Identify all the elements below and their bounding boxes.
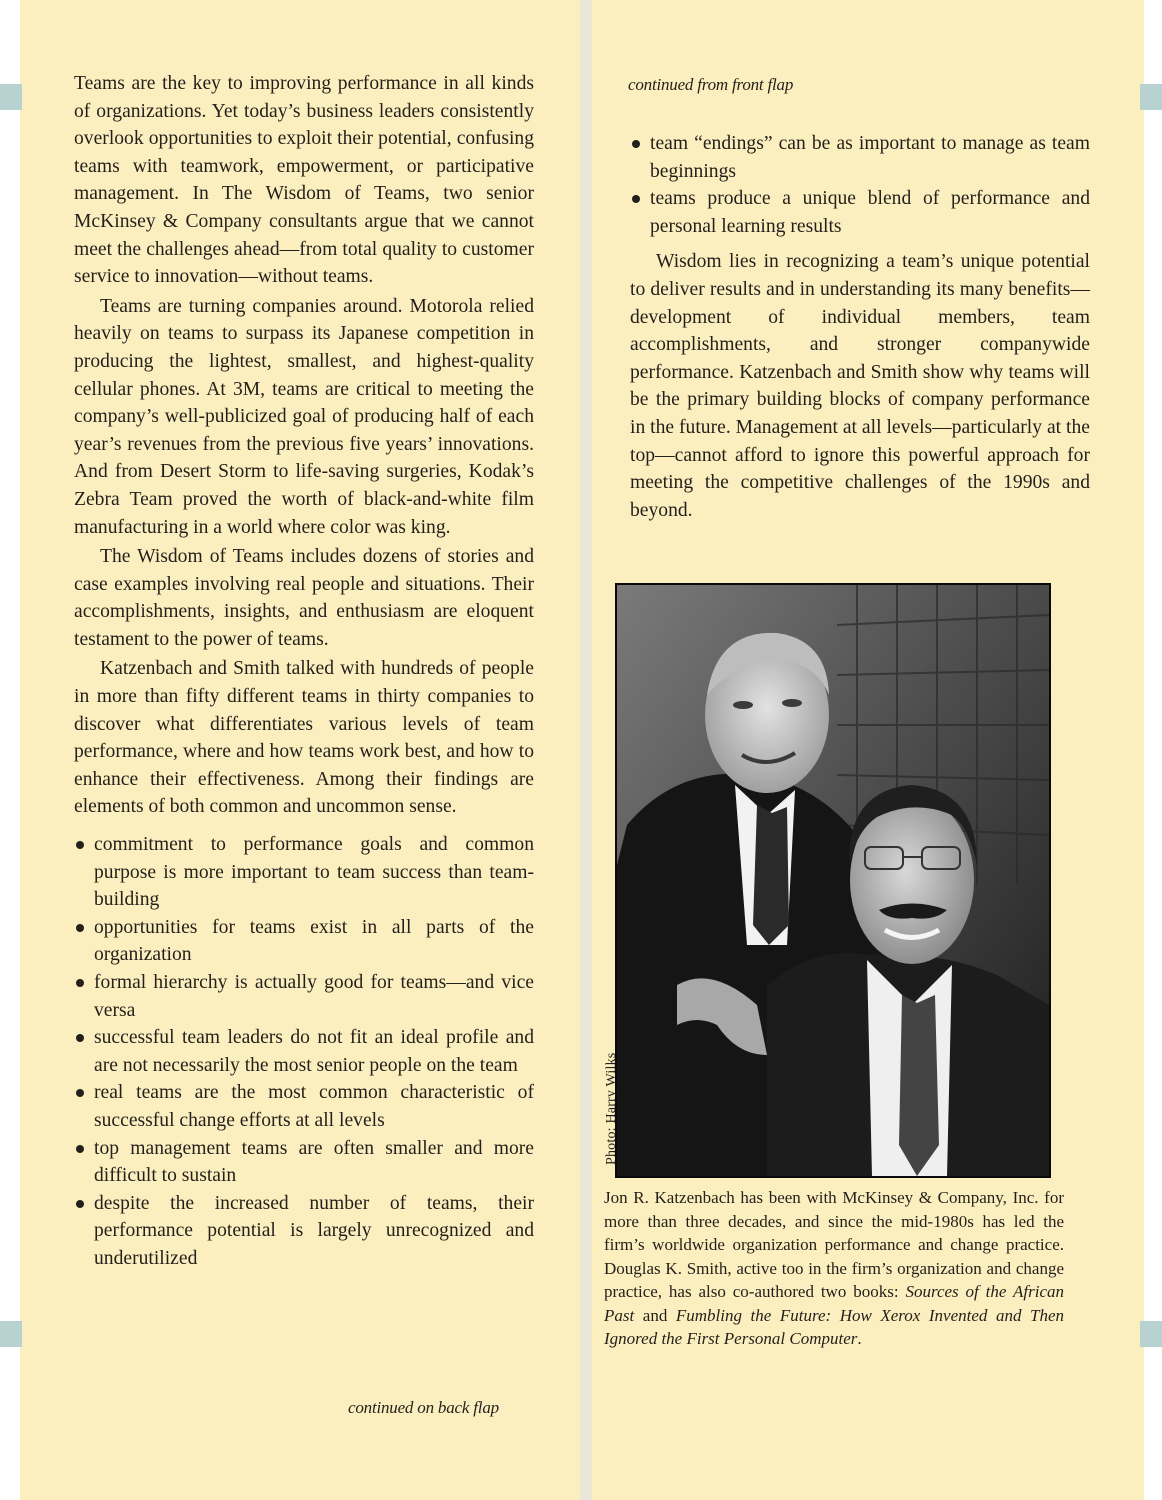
list-item: despite the increased number of teams, their performance potential is largely unrecognized and underutilized xyxy=(74,1190,534,1273)
list-item: commitment to performance goals and common purpose is more important to team success than team-building xyxy=(74,831,534,914)
list-item: top management teams are often smaller and more difficult to sustain xyxy=(74,1135,534,1190)
photo-credit: Photo: Harry Wilks xyxy=(604,1052,619,1165)
caption-joiner: and xyxy=(634,1305,676,1325)
findings-list-continued xyxy=(630,130,1090,240)
author-photo xyxy=(615,583,1051,1178)
book-title-2: Fumbling the Future: How Xerox Invented and Then Ignored the First Personal Computer xyxy=(604,1305,1065,1348)
author-caption xyxy=(604,1186,1064,1351)
list-item: team “endings” can be as important to manage as team beginnings xyxy=(630,130,1090,185)
front-flap-text xyxy=(74,70,534,1273)
findings-list xyxy=(74,831,534,1273)
spine-gutter xyxy=(580,0,592,1500)
list-item: successful team leaders do not fit an ideal profile and are not necessarily the most senior people on the team xyxy=(74,1024,534,1079)
caption-end: . xyxy=(857,1329,862,1348)
list-item: formal hierarchy is actually good for teams—and vice versa xyxy=(74,969,534,1024)
back-flap-text xyxy=(630,130,1090,524)
motorola-paragraph: Teams are turning companies around. Motorola relied heavily on teams to surpass its Japanese competition in producing the lightest, smallest, and highest-quality cellular phones. At 3M, teams are critical to meeting the company’s well-publicized goal of producing half of each year’s revenues from the previous five years’ innovations. And from Desert Storm to life-saving surgeries, Kodak’s Zebra Team proved the worth of black-and-white film manufacturing in a world where color was king. xyxy=(74,295,534,538)
edge-tab-bottom-right xyxy=(1140,1321,1162,1347)
wisdom-paragraph: Wisdom lies in recognizing a team’s unique potential to deliver results and in understanding its many benefits—development of individual members, team accomplishments, and stronger companywide performance. Katzenbach and Smith show why teams will be the primary building blocks of company performance in the future. Management at all levels—particularly at the top—cannot afford to ignore this powerful approach for meeting the competitive challenges of the 1990s and beyond. xyxy=(630,251,1090,521)
continued-on-back-flap: continued on back flap xyxy=(348,1398,499,1417)
edge-tab-top-left xyxy=(0,84,22,110)
book-title-1: Sources of the African Past xyxy=(604,1282,1064,1325)
edge-tab-bottom-left xyxy=(0,1321,22,1347)
list-item: teams produce a unique blend of performance and personal learning results xyxy=(630,185,1090,240)
stories-paragraph: The Wisdom of Teams includes dozens of stories and case examples involving real people and situations. Their accomplishments, insights, and enthusiasm are eloquent testament to the power of teams. xyxy=(74,546,534,650)
edge-tab-top-right xyxy=(1140,84,1162,110)
intro-paragraph: Teams are the key to improving performance in all kinds of organizations. Yet today’s business leaders consistently overlook opportunities to exploit their potential, confusing teams with teamwork, empowerment, or participative management. In The Wisdom of Teams, two senior McKinsey & Company consultants argue that we cannot meet the challenges ahead—from total quality to customer service to innovation—without teams. xyxy=(74,73,534,288)
list-item: opportunities for teams exist in all parts of the organization xyxy=(74,914,534,969)
continued-from-front-flap: continued from front flap xyxy=(628,75,794,94)
findings-paragraph: Katzenbach and Smith talked with hundreds of people in more than fifty different teams in thirty companies to discover what differentiates various levels of team performance, where and how teams work best, and how to enhance their effectiveness. Among their findings are elements of both common and uncommon sense. xyxy=(74,658,534,818)
list-item: real teams are the most common characteristic of successful change efforts at all levels xyxy=(74,1079,534,1134)
caption-text: Jon R. Katzenbach has been with McKinsey & Company, Inc. for more than three decades, and since the mid-1980s has led the firm’s worldwide organization performance and change practice. Douglas K. Smith, active too in the firm’s organization and change practice, has also co-authored two books: xyxy=(604,1188,1064,1301)
